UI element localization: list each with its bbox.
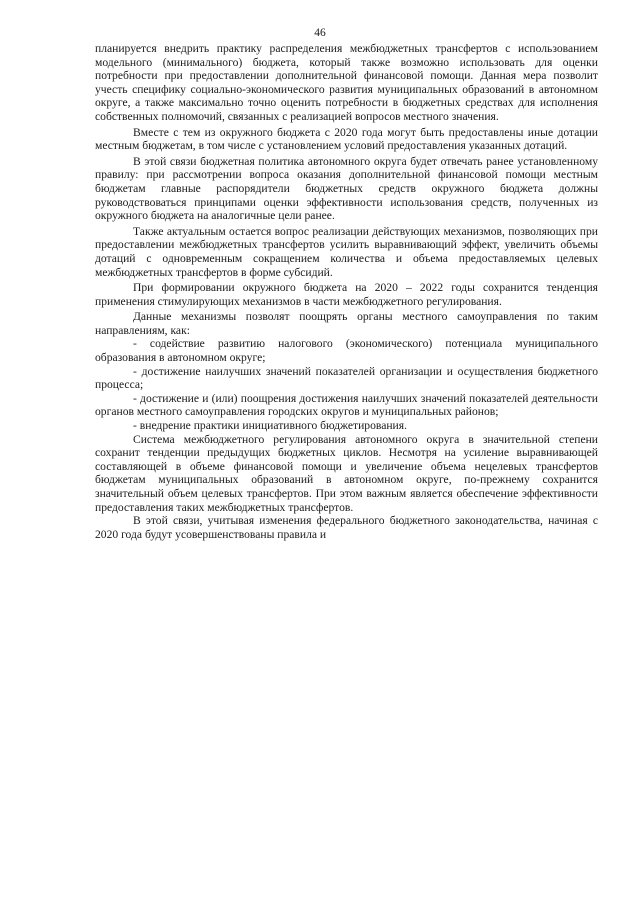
paragraph-incentive-mechanisms: При формировании окружного бюджета на 2020 – 2022 годы сохранится тенденция применения стимулирующих механизмов в части межбюджетного регулирования. xyxy=(95,281,598,308)
paragraph-budget-policy: В этой связи бюджетная политика автономного округа будет отвечать ранее установленному правилу: при рассмотрении вопроса оказания дополнительной финансовой помощи местным бюджетам главные распорядители бюджетных средств окружного бюджета должны руководствоваться принципами оценки эффективности использования средств, полученных из окружного бюджета на аналогичные цели ранее. xyxy=(95,154,598,223)
paragraph-regulation-system: Система межбюджетного регулирования автономного округа в значительной степени сохранит тенденции предыдущих бюджетных циклов. Несмотря на усиление выравнивающей составляющей в объеме финансовой помощи и увеличение объема нецелевых трансфертов бюджетам муниципальных образований в автономном округе, по-прежнему сохранится значительный объем целевых трансфертов. При этом важным является обеспечение эффективности предоставления таких межбюджетных трансфертов. xyxy=(95,432,598,514)
paragraph-legislation-changes: В этой связи, учитывая изменения федерального бюджетного законодательства, начиная с 2020 года будут усовершенствованы правила и xyxy=(95,514,598,541)
list-item-tax-potential: - содействие развитию налогового (экономического) потенциала муниципального образования в автономном округе; xyxy=(95,337,598,365)
paragraph-equalizing-mechanisms: Также актуальным остается вопрос реализации действующих механизмов, позволяющих при предоставлении межбюджетных трансфертов усилить выравнивающий эффект, увеличить объемы дотаций с одновременным сокращением количества и объема предоставляемых целевых межбюджетных трансфертов в форме субсидий. xyxy=(95,224,598,279)
list-item-performance-indicators: - достижение и (или) поощрения достижения наилучших значений показателей деятельности органов местного самоуправления городских округов и муниципальных районов; xyxy=(95,391,598,419)
body-text xyxy=(95,42,598,541)
page-number: 46 xyxy=(314,27,326,39)
paragraph-directions-intro: Данные механизмы позволят поощрять органы местного самоуправления по таким направлениям, как: xyxy=(95,310,598,337)
list-item-budget-process: - достижение наилучших значений показателей организации и осуществления бюджетного процесса; xyxy=(95,364,598,392)
list-item-initiative-budgeting: - внедрение практики инициативного бюджетирования. xyxy=(133,419,407,433)
paragraph-budget-model: планируется внедрить практику распределения межбюджетных трансфертов с использованием модельного (минимального) бюджета, который также возможно использовать для оценки потребности при предоставлении дополнительной финансовой помощи. Данная мера позволит учесть специфику социально-экономического развития муниципальных образований в автономном округе, а также максимально точно оценить потребности в бюджетных средствах для исполнения собственных полномочий, связанных с реализацией вопросов местного значения. xyxy=(95,42,598,123)
paragraph-other-subsidies: Вместе с тем из окружного бюджета с 2020 года могут быть предоставлены иные дотации местным бюджетам, в том числе с установлением условий предоставления указанных дотаций. xyxy=(95,125,598,153)
